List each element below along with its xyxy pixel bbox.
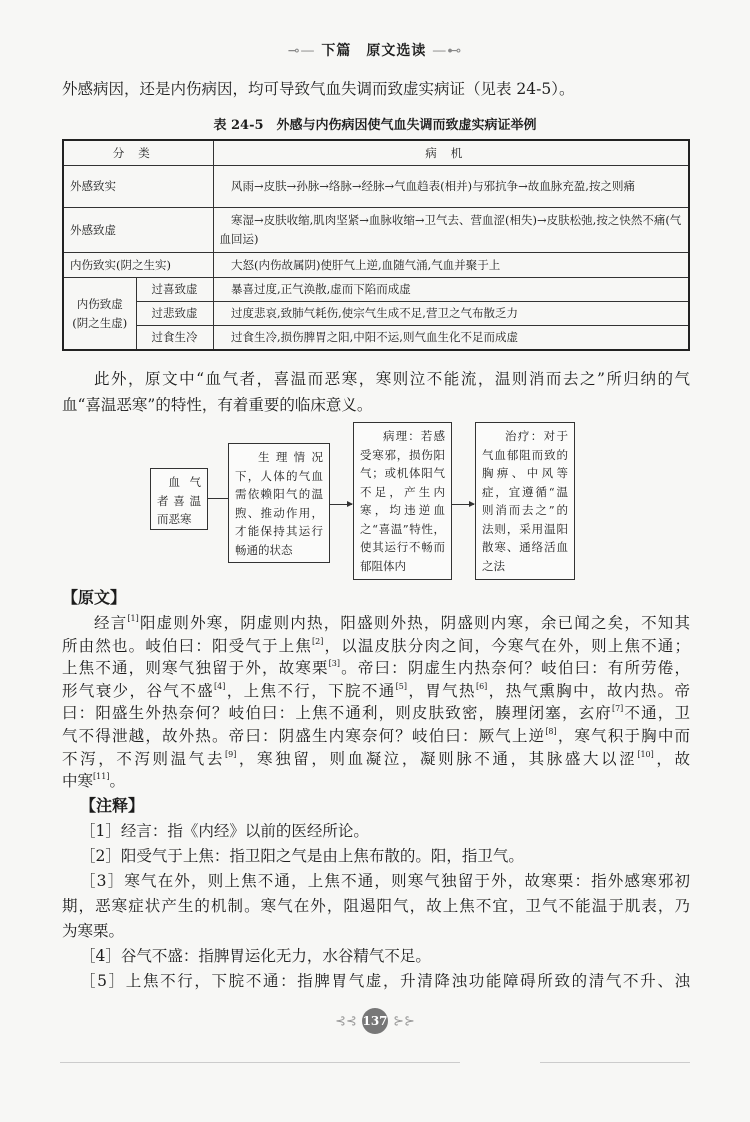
table-row — [63, 166, 689, 208]
original-text-line — [62, 657, 690, 679]
diagram-box-blood-qi: 血气者喜温而恶寒 — [150, 468, 208, 530]
footnote-ref: [10] — [637, 750, 654, 759]
note-line: 为寒栗。 — [62, 922, 125, 940]
text-segment: ，热气熏胸中，故内热。帝 — [487, 682, 690, 700]
footnote-ref: [8] — [545, 727, 557, 736]
footnote-ref: [5] — [395, 682, 407, 691]
table-header-row — [63, 140, 689, 166]
note-line: ［4］谷气不盛：指脾胃运化无力，水谷精气不足。 — [80, 947, 431, 965]
text-segment: 经言 — [94, 614, 128, 632]
note-line: ［5］上焦不行，下脘不通：指脾胃气虚，升清降浊功能障碍所致的清气不升、浊 — [80, 972, 690, 990]
section-heading-notes: 【注释】 — [80, 796, 145, 815]
footnote-ref: [11] — [93, 772, 110, 781]
text-segment: ，寒独留，则血凝泣，凝则脉不通，其脉盛大以涩 — [236, 750, 638, 768]
table-caption: 表 24-5 外感与内伤病因使气血失调而致虚实病证举例 — [213, 118, 537, 133]
original-text-line — [62, 770, 690, 792]
original-text-line — [94, 612, 690, 634]
footnote-ref: [7] — [611, 704, 624, 713]
table-row — [63, 278, 689, 302]
table-row — [63, 208, 689, 253]
text-segment: 中寒 — [62, 772, 94, 790]
text-segment: 不泻，不泻则温气去 — [62, 750, 225, 768]
mechanism-cell: 暴喜过度,正气涣散,虚而下陷而成虚 — [213, 278, 689, 302]
table-row — [63, 326, 689, 351]
header-title: 下篇 原文选读 — [321, 43, 427, 59]
footnote-ref: [3] — [328, 659, 340, 668]
original-text-line — [62, 748, 690, 770]
mechanism-cell: 过食生冷,损伤脾胃之阳,中阳不运,则气血生化不足而成虚 — [213, 326, 689, 351]
scan-edge-line — [540, 1062, 690, 1063]
note-line: 期，恶寒症状产生的机制。寒气在外，阻遏阳气，故上焦不宜，卫气不能温于肌表，乃 — [62, 897, 690, 915]
footnote-ref: [4] — [214, 682, 226, 691]
text-segment: 所由然也。岐伯曰：阳受气于上焦 — [62, 637, 312, 655]
subcategory-cell: 过悲致虚 — [136, 302, 213, 326]
header-ornament-right: —⊷ — [432, 43, 463, 59]
page-footer — [0, 1008, 750, 1034]
scan-edge-line — [60, 1062, 460, 1063]
text-segment: 形气衰少，谷气不盛 — [62, 682, 215, 700]
subcategory-cell: 过喜致虚 — [136, 278, 213, 302]
original-text-line — [62, 702, 690, 724]
subcategory-cell: 过食生冷 — [136, 326, 213, 351]
header-ornament-left: ⊸— — [287, 43, 316, 59]
text-segment: 。帝曰：阴虚生内热奈何？岐伯曰：有所劳倦， — [340, 659, 690, 677]
paragraph-line: 此外，原文中“血气者，喜温而恶寒，寒则泣不能流，温则消而去之”所归纳的气 — [94, 370, 690, 388]
text-segment: ，故 — [653, 750, 690, 768]
footnote-ref: [6] — [475, 682, 488, 691]
text-segment: 曰：阳盛生外热奈何？岐伯曰：上焦不通利，则皮肤致密，腠理闭塞，玄府 — [62, 704, 612, 722]
arrow-right-icon — [452, 504, 474, 505]
footer-ornament-right: ⊱⊱ — [393, 1014, 415, 1029]
footer-ornament-left: ⊰⊰ — [335, 1014, 357, 1029]
category-cell: 内伤致实(阴之生实) — [63, 253, 213, 278]
text-segment: 阳虚则外寒，阴虚则内热，阳盛则外热，阴盛则内寒，余已闻之矣，不知其 — [138, 614, 690, 632]
diagram-box-pathology: 病理：若感受寒邪，损伤阳气；或机体阳气不足，产生内寒，均违逆血之“喜温”特性，使其运行不畅而郁阻体内 — [353, 422, 452, 580]
original-text-line — [62, 635, 690, 657]
footnote-ref: [2] — [311, 637, 324, 646]
category-cell: 外感致虚 — [63, 208, 213, 253]
original-text-line — [62, 725, 690, 747]
mechanism-cell: 寒湿→皮肤收缩,肌肉坚紧→血脉收缩→卫气去、营血涩(相失)→皮肤松弛,按之快然不痛(气血回运) — [213, 208, 689, 253]
text-segment: ，以温皮肤分肉之间，今寒气在外，则上焦不通； — [323, 637, 690, 655]
paragraph-line: 血“喜温恶寒”的特性，有着重要的临床意义。 — [62, 396, 373, 414]
text-segment: ，寒气积于胸中而 — [556, 727, 690, 745]
diagram-box-treatment: 治疗：对于气血郁阻而致的胸痹、中风等症，宜遵循“温则消而去之”的法则，采用温阳散寒、通络活血之法 — [475, 422, 575, 580]
original-text-line — [62, 680, 690, 702]
group-category-cell: 内伤致虚(阴之生虚) — [63, 278, 136, 351]
mechanism-cell: 风雨→皮肤→孙脉→络脉→经脉→气血趋表(相并)与邪抗争→故血脉充盈,按之则痛 — [213, 166, 689, 208]
footnote-ref: [1] — [127, 614, 139, 623]
page-number: 137 — [362, 1008, 388, 1034]
running-header — [0, 40, 750, 60]
mechanism-cell: 过度悲哀,致肺气耗伤,使宗气生成不足,营卫之气布散乏力 — [213, 302, 689, 326]
table-row — [63, 302, 689, 326]
mechanism-cell: 大怒(内伤故属阴)使肝气上逆,血随气涌,气血并聚于上 — [213, 253, 689, 278]
text-segment: 不通，卫 — [623, 704, 690, 722]
note-line: ［2］阳受气于上焦：指卫阳之气是由上焦布散的。阳，指卫气。 — [80, 847, 524, 865]
table-row — [63, 253, 689, 278]
arrow-right-icon — [330, 504, 352, 505]
intro-line: 外感病因，还是内伤病因，均可导致气血失调而致虚实病证（见表 24-5）。 — [62, 80, 575, 98]
text-segment: ，胃气热 — [407, 682, 476, 700]
header-category: 分类 — [63, 140, 213, 166]
connector-line — [208, 498, 228, 499]
text-segment: 上焦不通，则寒气独留于外，故寒栗 — [62, 659, 329, 677]
note-line: ［3］寒气在外，则上焦不通，上焦不通，则寒气独留于外，故寒栗：指外感寒邪初 — [80, 872, 690, 890]
header-mechanism: 病机 — [213, 140, 689, 166]
text-segment: 。 — [109, 772, 125, 790]
text-segment: ，上焦不行，下脘不通 — [225, 682, 396, 700]
pathogenesis-table — [62, 139, 690, 351]
text-segment: 气不得泄越，故外热。帝曰：阴盛生内寒奈何？岐伯曰：厥气上逆 — [62, 727, 546, 745]
footnote-ref: [9] — [224, 750, 237, 759]
note-line: ［1］经言：指《内经》以前的医经所论。 — [80, 822, 369, 840]
section-heading-original-text: 【原文】 — [62, 588, 127, 607]
category-cell: 外感致实 — [63, 166, 213, 208]
diagram-box-physiology: 生理情况下，人体的气血需依赖阳气的温煦、推动作用，才能保持其运行畅通的状态 — [228, 443, 330, 563]
